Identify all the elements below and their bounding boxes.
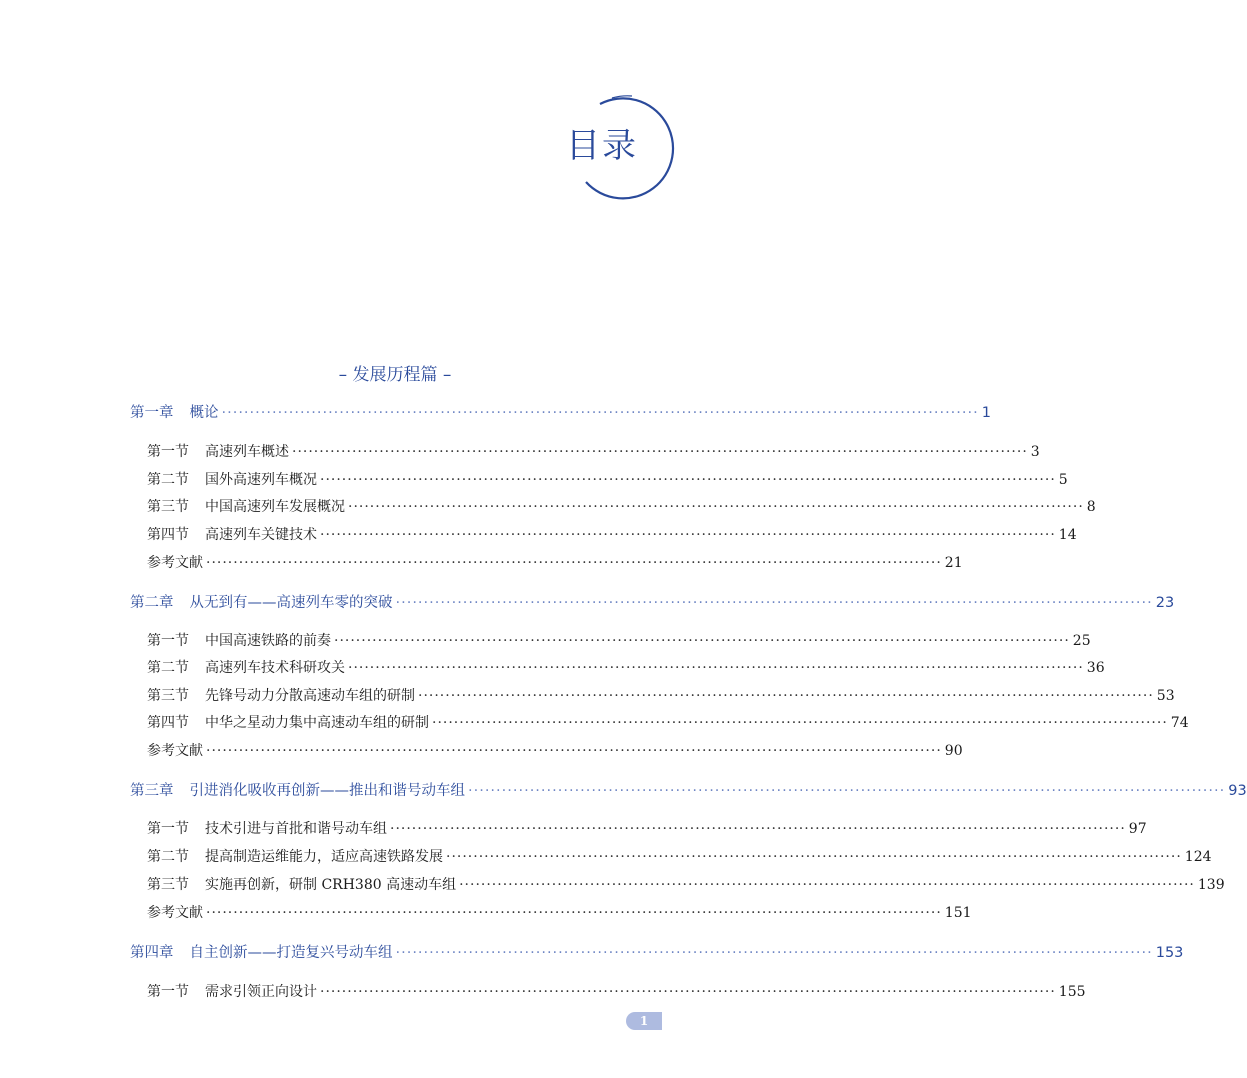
toc-page-number: 21: [944, 555, 963, 571]
toc-entry-label: [147, 846, 443, 866]
toc-entry-label: [147, 818, 387, 838]
toc-entry-label: [130, 401, 219, 422]
toc-entry-label: [147, 524, 317, 544]
toc-leader-dots: ·······································································································································: [221, 405, 979, 421]
toc-section-entry[interactable]: [147, 874, 1225, 894]
toc-entry-title: 参考文献: [147, 555, 203, 571]
toc-leader-dots: ·······································································································································: [320, 984, 1056, 1000]
toc-section-entry[interactable]: [147, 657, 1105, 677]
toc-page-number: 74: [1170, 715, 1189, 731]
toc-entry-title: 国外高速列车概况: [205, 472, 317, 488]
toc-entry-title: 高速列车关键技术: [205, 527, 317, 543]
toc-entry-number: 第一节: [147, 984, 189, 1000]
toc-entry-title: 先锋号动力分散高速动车组的研制: [205, 688, 415, 704]
toc-page-number: 14: [1058, 527, 1077, 543]
toc-leader-dots: ·······································································································································: [418, 688, 1154, 704]
toc-leader-dots: ·······································································································································: [468, 783, 1226, 799]
toc-leader-dots: ·······································································································································: [459, 877, 1195, 893]
toc-entry-number: 第二节: [147, 849, 189, 865]
toc-section-entry[interactable]: [147, 818, 1147, 838]
toc-entry-number: 第一节: [147, 633, 189, 649]
toc-entry-title: 参考文献: [147, 743, 203, 759]
toc-chapter-entry[interactable]: [130, 401, 991, 422]
toc-page-number: 93: [1228, 783, 1247, 799]
toc-leader-dots: ·······································································································································: [206, 743, 942, 759]
toc-entry-label: [147, 469, 317, 489]
toc-page-number: 25: [1072, 633, 1091, 649]
toc-leader-dots: ·······································································································································: [348, 660, 1084, 676]
toc-entry-title: 引进消化吸收再创新——推出和谐号动车组: [189, 783, 465, 799]
toc-entry-label: [147, 874, 456, 894]
toc-page-number: 153: [1155, 945, 1184, 961]
toc-entry-label: [147, 657, 345, 677]
toc-entry-label: [147, 441, 289, 461]
toc-section-entry[interactable]: [147, 630, 1091, 650]
part-title: – 发展历程篇 –: [338, 365, 452, 385]
toc-entry-title: 高速列车技术科研攻关: [205, 660, 345, 676]
page-title: 目录: [566, 126, 638, 166]
toc-leader-dots: ·······································································································································: [320, 472, 1056, 488]
toc-entry-number: 第四节: [147, 527, 189, 543]
toc-entry-number: 第三节: [147, 877, 189, 893]
toc-entry-title: 需求引领正向设计: [205, 984, 317, 1000]
toc-entry-number: 第三章: [130, 783, 174, 799]
toc-entry-title: 提高制造运维能力，适应高速铁路发展: [205, 849, 443, 865]
toc-entry-label: [130, 941, 393, 962]
toc-page-number: 1: [981, 405, 991, 421]
toc-entry-label: [147, 902, 203, 922]
toc-leader-dots: ·······································································································································: [432, 715, 1168, 731]
toc-entry-number: 第四节: [147, 715, 189, 731]
page-number-badge: 1: [626, 1012, 662, 1030]
toc-leader-dots: ·······································································································································: [348, 499, 1084, 515]
toc-leader-dots: ·······································································································································: [292, 444, 1028, 460]
toc-entry-label: [130, 591, 393, 612]
toc-entry-label: [147, 685, 415, 705]
toc-entry-label: [147, 552, 203, 572]
toc-entry-number: 第四章: [130, 945, 174, 961]
toc-entry-label: [130, 779, 465, 800]
toc-page-number: 23: [1155, 595, 1175, 611]
toc-entry-title: 技术引进与首批和谐号动车组: [205, 821, 387, 837]
toc-page-number: 139: [1197, 877, 1225, 893]
toc-entry-number: 第三节: [147, 688, 189, 704]
toc-entry-title: 中国高速列车发展概况: [205, 499, 345, 515]
toc-leader-dots: ·······································································································································: [206, 905, 942, 921]
toc-entry-label: [147, 740, 203, 760]
toc-section-entry[interactable]: [147, 712, 1189, 732]
toc-entry-title: 中国高速铁路的前奏: [205, 633, 331, 649]
toc-entry-number: 第二节: [147, 660, 189, 676]
toc-leader-dots: ·······································································································································: [395, 595, 1153, 611]
toc-entry-title: 从无到有——高速列车零的突破: [189, 595, 393, 611]
toc-section-entry[interactable]: [147, 441, 1040, 461]
toc-section-entry[interactable]: [147, 552, 963, 572]
toc-leader-dots: ·······································································································································: [446, 849, 1182, 865]
toc-page-number: 3: [1030, 444, 1040, 460]
toc-entry-label: [147, 981, 317, 1001]
toc-leader-dots: ·······································································································································: [320, 527, 1056, 543]
toc-entry-label: [147, 630, 331, 650]
toc-section-entry[interactable]: [147, 981, 1086, 1001]
toc-entry-title: 高速列车概述: [205, 444, 289, 460]
toc-leader-dots: ·······································································································································: [395, 945, 1153, 961]
toc-entry-title: 中华之星动力集中高速动车组的研制: [205, 715, 429, 731]
toc-page-number: 97: [1128, 821, 1147, 837]
toc-entry-number: 第一节: [147, 821, 189, 837]
toc-section-entry[interactable]: [147, 740, 963, 760]
toc-section-entry[interactable]: [147, 685, 1175, 705]
toc-leader-dots: ·······································································································································: [390, 821, 1126, 837]
toc-entry-number: 第三节: [147, 499, 189, 515]
toc-entry-title: 概论: [189, 405, 219, 421]
toc-entry-number: 第一节: [147, 444, 189, 460]
toc-entry-title: 实施再创新，研制 CRH380 高速动车组: [205, 877, 457, 893]
toc-page-number: 124: [1184, 849, 1212, 865]
toc-chapter-entry[interactable]: [130, 941, 1184, 962]
toc-page-number: 151: [944, 905, 972, 921]
toc-page-number: 90: [944, 743, 963, 759]
toc-leader-dots: ·······································································································································: [206, 555, 942, 571]
toc-page-number: 5: [1058, 472, 1068, 488]
toc-page-number: 53: [1156, 688, 1175, 704]
toc-chapter-entry[interactable]: [130, 779, 1247, 800]
toc-section-entry[interactable]: [147, 902, 972, 922]
toc-page-number: 8: [1086, 499, 1096, 515]
toc-section-entry[interactable]: [147, 496, 1096, 516]
toc-entry-label: [147, 496, 345, 516]
toc-leader-dots: ·······································································································································: [334, 633, 1070, 649]
toc-section-entry[interactable]: [147, 524, 1077, 544]
toc-page-number: 155: [1058, 984, 1086, 1000]
toc-chapter-entry[interactable]: [130, 591, 1175, 612]
toc-entry-number: 第二节: [147, 472, 189, 488]
toc-entry-number: 第二章: [130, 595, 174, 611]
toc-entry-number: 第一章: [130, 405, 174, 421]
toc-page-number: 36: [1086, 660, 1105, 676]
toc-section-entry[interactable]: [147, 846, 1212, 866]
toc-section-entry[interactable]: [147, 469, 1068, 489]
toc-entry-title: 参考文献: [147, 905, 203, 921]
toc-entry-title: 自主创新——打造复兴号动车组: [189, 945, 393, 961]
toc-entry-label: [147, 712, 429, 732]
